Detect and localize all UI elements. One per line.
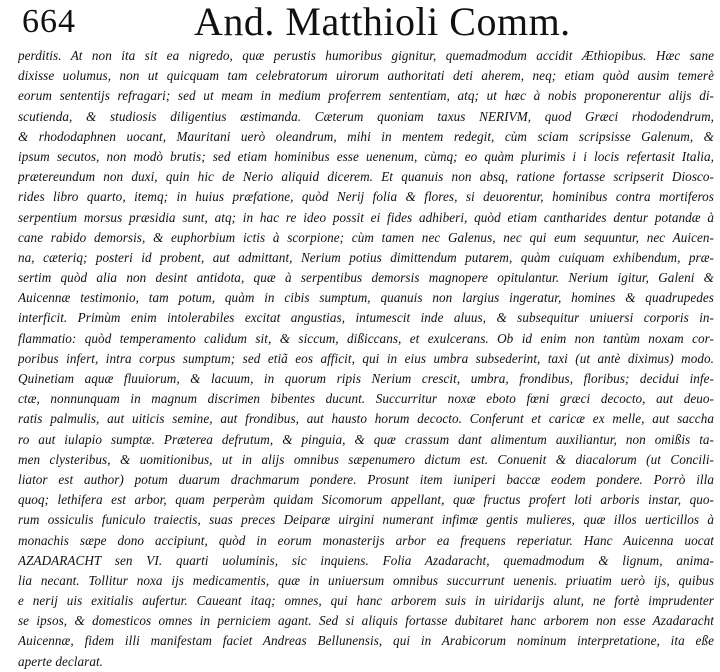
text-line: eorum sententijs refragari; sed ut meam in medium proferrem sententiam, atq; ut hæc à nobis proponerentur alijs di- (18, 88, 714, 104)
text-line: flammatio: quòd temperamento calidum sit, & siccum, dißiccans, et exulcerans. Ob id enim non tantùm noxam cor- (18, 330, 714, 346)
text-line: lia necant. Tollitur noxa ijs medicamentis, quæ in uniuersum omnibus succurrunt uenenis. priuatim uerò ijs, quibus (18, 572, 714, 588)
text-line: monachis sæpe dono accipiunt, quòd in eorum monasterijs arbor ea frequens reperiatur. Hanc Auicenna uocat (18, 532, 714, 548)
text-line: prætereundum non duxi, quin hic de Nerio aliquid dicerem. Et quanuis non absq, ratione fortasse scripserit Diosco- (18, 169, 714, 185)
text-line: ro aut iulapio sumptæ. Præterea defrutum, & pinguia, & quæ crassum dant alimentum auxiliantur, non omißis ta- (18, 431, 714, 447)
text-line: dixisse uolumus, non ut quicquam tam celebratorum uirorum authoritati deti aherem, neq; etiam quòd ausim temerè (18, 68, 714, 84)
text-line: interficit. Primùm enim intolerabiles excitat angustias, intumescit inde aluus, & subsequitur uniuersi corporis in- (18, 310, 714, 326)
page-number: 664 (22, 3, 76, 40)
text-line: poribus infert, intra corpus sumptum; sed etiã eos afficit, qui in eius umbra subsederint, taxi (ut antè diximus) modo. (18, 350, 714, 366)
text-line: men clysteribus, & uomitionibus, ut in alijs omnibus sæpenumero dictum est. Conuenit & diacalorum (ut Concili- (18, 451, 714, 467)
text-line: cane rabido demorsis, & euphorbium ictis à scorpione; cùm tamen nec Galenus, nec qui eum sequuntur, nec Auicen- (18, 229, 714, 245)
text-line: ratis palmulis, aut uiticis semine, aut frondibus, aut hausto horum decocto. Conferunt et caricæ ex melle, aut saccha (18, 411, 714, 427)
text-line: Auicennæ testimonio, tam potum, quàm in cibis sumptum, quanuis non largius ingeratur, homines & quadrupedes (18, 290, 714, 306)
text-line: quoq; lethifera est arbor, quam perperàm quidam Sicomorum appellant, quæ fructus profert loti arboris instar, quo- (18, 492, 714, 508)
commentary-text (18, 46, 714, 672)
text-line: Quinetiam aquæ fluuiorum, & lacuum, in quorum ripis Nerium crescit, umbra, frondibus, floribus; decidui infe- (18, 371, 714, 386)
text-line: Auicennæ, fidem illi manifestam faciet Andreas Bellunensis, qui in Arabicorum nominum interpretatione, ita eße (18, 633, 714, 649)
text-line: e nerij uis exitialis aufertur. Caueant itaq; omnes, qui hanc arborem suis in uiridarijs alunt, ne fortè imprudenter (18, 593, 714, 609)
text-line: ipsum secutos, non modò brutis; sed etiam hominibus esse uenenum, cùmq; eo quàm plurimis i i locis refertasit Italia, (18, 148, 714, 164)
text-line: rum ossiculis funiculo traiectis, suas preces Deiparæ uirgini numerant infimæ gentis mulieres, quæ illos uerticillos à (18, 512, 714, 528)
text-line: perditis. At non ita sit ea nigredo, quæ perustis humoribus gignitur, quemadmodum accidit Æthiopibus. Hæc sane (18, 48, 714, 63)
text-line: AZADARACHT sen VI. quarti uoluminis, sic inquiens. Folia Azadaracht, quemadmodum & lignum, anima- (18, 552, 714, 568)
text-line: ctæ, nonnunquam in magnum discrimen bibentes ducunt. Succurritur noxæ eboto fœni græci decocto, aut deuo- (18, 391, 714, 407)
text-line: & rhododaphnen uocant, Mauritani uerò oleandrum, mihi in mentem redegit, cùm sciam scripsisse Galenum, & (18, 128, 714, 144)
text-line: serpentium morsus præsidia sunt, atq; in hac re ideo possit ei fides adhiberi, quòd etiam cantharides dentur potandæ à (18, 209, 714, 225)
text-line: scutienda, & studiosis diligentius æstimanda. Cæterum quoniam taxus NERIVM, quod Græci rhododendrum, (18, 108, 714, 124)
page-header (18, 0, 714, 46)
text-line: rides libro quarto, itemq; in huius præfatione, quòd Nerij folia & flores, si deuorentur, hominibus contra mortiferos (18, 189, 714, 205)
text-line: sertim quòd alia non desint antidota, quæ à serpentibus demorsis magnopere opitulantur. Nerium igitur, Galeni & (18, 270, 714, 286)
text-line: na, cæteriq; posteri id probent, aut admittant, Nerium potius dimittendum putarem, quàm cuiquam exhibendum, præ- (18, 249, 714, 265)
running-title: And. Matthioli Comm. (194, 0, 571, 44)
text-line-final: aperte declarat. (18, 653, 104, 669)
text-line: se ipsos, & domesticos omnes in perniciem agant. Sed si aliquis fortasse dubitaret hanc arborem non esse Azadaracht (18, 613, 714, 629)
text-line: liator est author) potum duarum drachmarum pondere. Prosunt item iuniperi baccæ eodem pondere. Porrò illa (18, 471, 714, 487)
